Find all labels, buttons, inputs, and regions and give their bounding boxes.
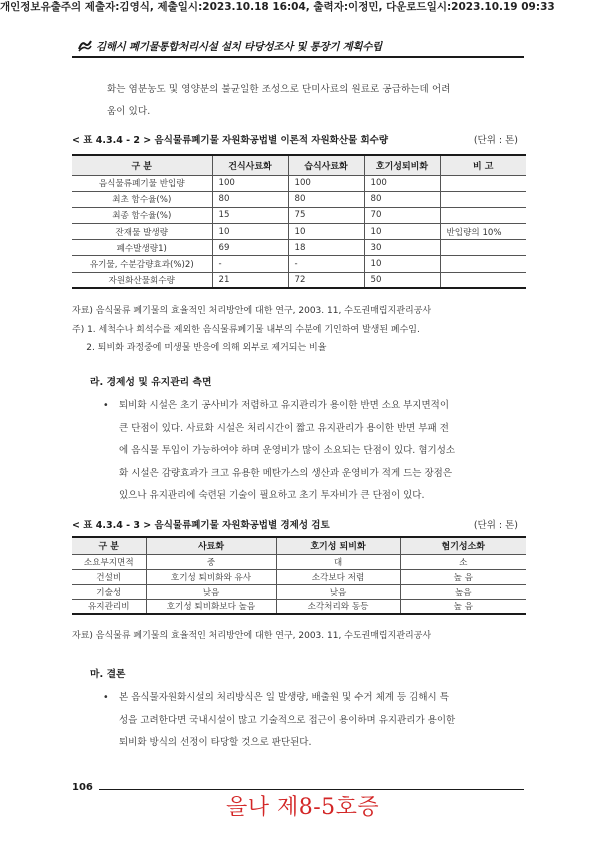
column-header: 호기성 퇴비화: [276, 537, 400, 554]
footnote: 주) 1. 세척수나 희석수를 제외한 음식물류폐기물 내부의 수분에 기인하여 발생된 폐수임.: [72, 324, 420, 335]
row-label: 소요부지면적: [72, 554, 146, 569]
table2-caption: [72, 517, 526, 531]
section-ma-body: [103, 687, 527, 755]
table-row: [72, 240, 526, 256]
footnote: 2. 퇴비화 과정중에 미생물 반응에 의해 외부로 제거되는 비율: [72, 343, 327, 353]
row-label: 잔재물 발생량: [72, 224, 212, 240]
table-cell: 21: [212, 272, 288, 288]
document-header: [72, 37, 524, 61]
bullet-icon: •: [103, 692, 109, 703]
table-row: [72, 554, 526, 569]
table2-unit: (단위 : 톤): [473, 520, 518, 531]
table1-notes: [72, 302, 532, 358]
page-number: 106: [72, 782, 99, 793]
table-cell: 호기성 퇴비화보다 높음: [146, 599, 276, 614]
table-header-row: [72, 537, 526, 554]
economics-table: [72, 536, 526, 615]
table-cell: 80: [288, 191, 364, 207]
column-header: 건식사료화: [212, 155, 288, 175]
row-label: 최초 함수율(%): [72, 191, 212, 207]
column-header: 혐기성소화: [400, 537, 526, 554]
table-cell: 75: [288, 207, 364, 223]
row-label: 유기물, 수분감량효과(%)2): [72, 256, 212, 272]
table-row: [72, 191, 526, 207]
table-cell: 18: [288, 240, 364, 256]
table-cell: [440, 256, 526, 272]
table-cell: 높음: [400, 584, 526, 599]
column-header: 호기성퇴비화: [364, 155, 440, 175]
table-cell: 낮음: [276, 584, 400, 599]
table-cell: 소각보다 저렴: [276, 569, 400, 584]
table2-title: < 표 4.3.4 - 3 > 음식물류폐기물 자원화공법별 경제성 검토: [72, 520, 330, 531]
table-cell: [440, 207, 526, 223]
exhibit-stamp: 을나 제8-5호증: [226, 795, 380, 820]
section-ra-body: [103, 395, 527, 508]
table-cell: -: [288, 256, 364, 272]
row-label: 건설비: [72, 569, 146, 584]
body-line: 큰 단점이 있다. 사료화 시설은 처리시간이 짧고 유지관리가 용이한 반면 부패 전: [119, 422, 449, 434]
table-row: [72, 569, 526, 584]
body-line: 성을 고려한다면 국내시설이 많고 기술적으로 접근이 용이하며 유지관리가 용이한: [119, 714, 456, 726]
table-cell: [440, 175, 526, 191]
table-row: [72, 224, 526, 240]
download-info-banner: 개인정보유출주의 제출자:김영식, 제출일시:2023.10.18 16:04, 출력자:이정민, 다운로드일시:2023.10.19 09:33: [0, 1, 555, 13]
table-row: [72, 584, 526, 599]
table-cell: 대: [276, 554, 400, 569]
table-row: [72, 256, 526, 272]
table2-note: 자료) 음식물류 폐기물의 효율적인 처리방안에 대한 연구, 2003. 11, 수도권매립지관리공사: [72, 631, 432, 641]
body-line: 있으나 유지관리에 숙련된 기술이 필요하고 초기 투자비가 큰 단점이 있다.: [119, 490, 425, 501]
table-cell: 15: [212, 207, 288, 223]
body-line: 에 음식물 투입이 가능하여야 하며 운영비가 많이 소요되는 단점이 있다. 혐기성소: [119, 445, 456, 456]
row-label: 유지관리비: [72, 599, 146, 614]
section-ma-heading: 마. 결론: [90, 669, 126, 680]
table-cell: 호기성 퇴비화와 유사: [146, 569, 276, 584]
table-cell: 10: [364, 256, 440, 272]
source-note: 자료) 음식물류 폐기물의 효율적인 처리방안에 대한 연구, 2003. 11, 수도권매립지관리공사: [72, 306, 432, 316]
table-header-row: [72, 155, 526, 175]
body-line: 퇴비화 방식의 선정이 타당할 것으로 판단된다.: [119, 737, 312, 748]
row-label: 폐수발생량1): [72, 240, 212, 256]
column-header: 습식사료화: [288, 155, 364, 175]
column-header: 구 분: [72, 537, 146, 554]
column-header: 비 고: [440, 155, 526, 175]
table-cell: 소각처리와 동등: [276, 599, 400, 614]
document-title: 김해시 폐기물통합처리시설 설치 타당성조사 및 통장기 계획수립: [96, 41, 382, 53]
body-line: 퇴비화 시설은 초기 공사비가 저렴하고 유지관리가 용이한 반면 소요 부지면적이: [119, 400, 450, 411]
section-ra-heading: 라. 경제성 및 유지관리 측면: [90, 377, 212, 388]
intro-paragraph: [107, 79, 527, 123]
intro-line: 화는 염분농도 및 영양분의 불균일한 조성으로 단미사료의 원료로 공급하는데 어려: [107, 84, 451, 95]
table-cell: 80: [212, 191, 288, 207]
table1-caption: [72, 132, 526, 146]
table-cell: 10: [212, 224, 288, 240]
table-row: [72, 207, 526, 223]
table-cell: 10: [364, 224, 440, 240]
row-label: 최종 함수율(%): [72, 207, 212, 223]
table-cell: 10: [288, 224, 364, 240]
table-cell: 높 음: [400, 599, 526, 614]
column-header: 사료화: [146, 537, 276, 554]
table-cell: 100: [288, 175, 364, 191]
recovery-table: [72, 154, 526, 289]
table-cell: 100: [364, 175, 440, 191]
table-cell: 낮음: [146, 584, 276, 599]
table-cell: 소: [400, 554, 526, 569]
table1-title: < 표 4.3.4 - 2 > 음식물류폐기물 자원화공법별 이론적 자원화산물 회수량: [72, 135, 389, 146]
row-label: 음식물류폐기물 반입량: [72, 175, 212, 191]
table-cell: 70: [364, 207, 440, 223]
city-logo-icon: [78, 39, 92, 53]
table-cell: 반입량의 10%: [440, 224, 526, 240]
table-cell: 50: [364, 272, 440, 288]
table-cell: [440, 272, 526, 288]
table-row: [72, 599, 526, 614]
column-header: 구 분: [72, 155, 212, 175]
table-row: [72, 175, 526, 191]
table-cell: 높 음: [400, 569, 526, 584]
row-label: 자원화산물회수량: [72, 272, 212, 288]
intro-line: 움이 있다.: [107, 106, 151, 117]
table-cell: [440, 191, 526, 207]
bullet-icon: •: [103, 400, 109, 411]
body-line: 화 시설은 감량효과가 크고 유용한 메탄가스의 생산과 운영비가 적게 드는 장점은: [119, 467, 453, 479]
row-label: 기술성: [72, 584, 146, 599]
table-row: [72, 272, 526, 288]
table1-unit: (단위 : 톤): [473, 135, 518, 146]
body-line: 본 음식물자원화시설의 처리방식은 일 발생량, 배출원 및 수거 체계 등 김해시 특: [119, 692, 449, 703]
table-cell: -: [212, 256, 288, 272]
table-cell: 69: [212, 240, 288, 256]
table-cell: 72: [288, 272, 364, 288]
table-cell: 30: [364, 240, 440, 256]
table-cell: 80: [364, 191, 440, 207]
header-rule: [72, 56, 524, 58]
table-cell: 100: [212, 175, 288, 191]
table-cell: [440, 240, 526, 256]
table-cell: 중: [146, 554, 276, 569]
